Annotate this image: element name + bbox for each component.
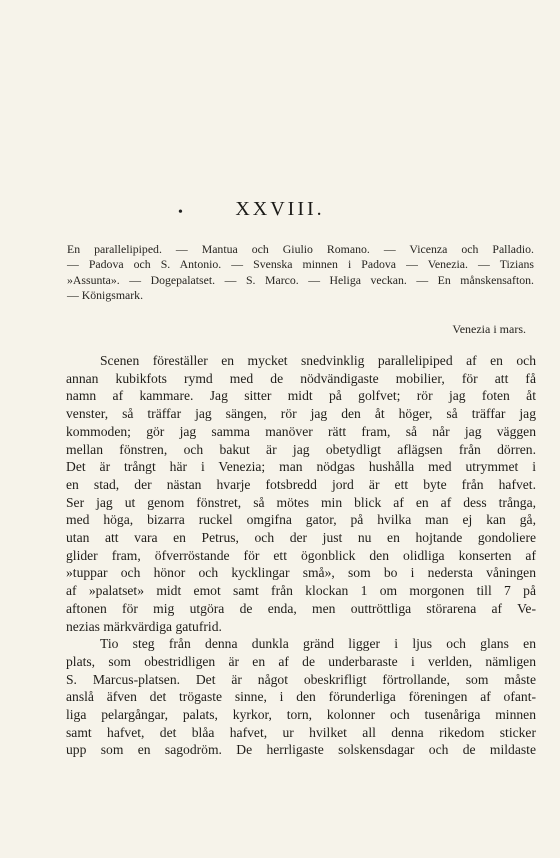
text-line: glider fram, öfverröstande för ett ögonblick den olidliga konserten af [66,547,536,563]
text-line: Scenen föreställer en mycket snedvinklig parallelipiped af en och [100,353,536,368]
text-line: »tuppar och hönor och kycklingar små», som bo i nedersta våningen [66,565,536,581]
text-line: namn af kammare. Jag sitter midt på golfvet; rör jag foten åt [66,388,536,404]
text-line: venster, så träffar jag sängen, rör jag den åt höger, så träffar jag [66,406,536,422]
text-line: samt hafvet, det blåa hafvet, ur hvilket all denna rikedom sticker [66,724,536,740]
text-line: annan kubikfots rymd med de nödvändigaste mobilier, för att få [66,370,536,386]
chapter-heading: XXVIII. [235,198,325,220]
chapter-bullet: • [178,205,183,220]
summary-line: »Assunta». — Dogepalatset. — S. Marco. — Heliga veckan. — En månskensafton. [67,272,534,287]
summary-line: — Padova och S. Antonio. — Svenska minnen i Padova — Venezia. — Tizians [67,257,534,272]
body-text [66,352,536,759]
summary-line: — Königsmark. [67,288,144,303]
text-line: en stad, der nästan hvarje fotsbredd jord är ett byte från hafvet. [66,476,536,492]
text-line: Ser jag ut genom fönstret, så mötes min blick af en af dess trånga, [66,494,536,510]
text-line: upp som en sagodröm. De herrligaste solskensdagar och de mildaste [66,742,536,758]
text-line: af »palatset» midt emot samt från klockan 1 om morgonen till 7 på [66,583,536,599]
text-line: nezias märkvärdiga gatufrid. [66,618,222,634]
text-line: utan att vara en Petrus, och der just nu en hojtande gondoliere [66,530,536,546]
paragraph [66,635,536,759]
text-line: Tio steg från denna dunkla gränd ligger i ljus och glans en [100,636,536,652]
text-line: anslå äfven det trögaste sinne, i den förunderliga föreningen af ofant- [66,689,536,705]
text-line: liga pelargångar, palats, kyrkor, torn, kolonner och tusenåriga minnen [66,707,536,723]
text-line: mellan fönstren, och bakut är jag obetydligt aflägsen från dörren. [66,441,536,457]
place-date-line: Venezia i mars. [452,322,526,336]
text-line: aftonen för mig utgöra de enda, men outtröttliga störarena af Ve- [66,600,536,616]
text-line: med höga, bizarra ruckel omgifna gator, på hvilka man ej kan gå, [66,512,536,528]
summary-line: En parallelipiped. — Mantua och Giulio Romano. — Vicenza och Palladio. [67,242,534,256]
text-line: kommoden; gör jag samma manöver rätt fram, så når jag väggen [66,423,536,439]
text-line: Det är trångt här i Venezia; man nödgas hushålla med utrymmet i [66,459,536,475]
text-line: plats, som obestridligen är en af de underbaraste i verlden, nämligen [66,653,536,669]
chapter-summary [67,242,534,304]
text-line: S. Marcus-platsen. Det är något obeskrifligt förtrollande, som måste [66,671,536,687]
paragraph [66,352,536,635]
